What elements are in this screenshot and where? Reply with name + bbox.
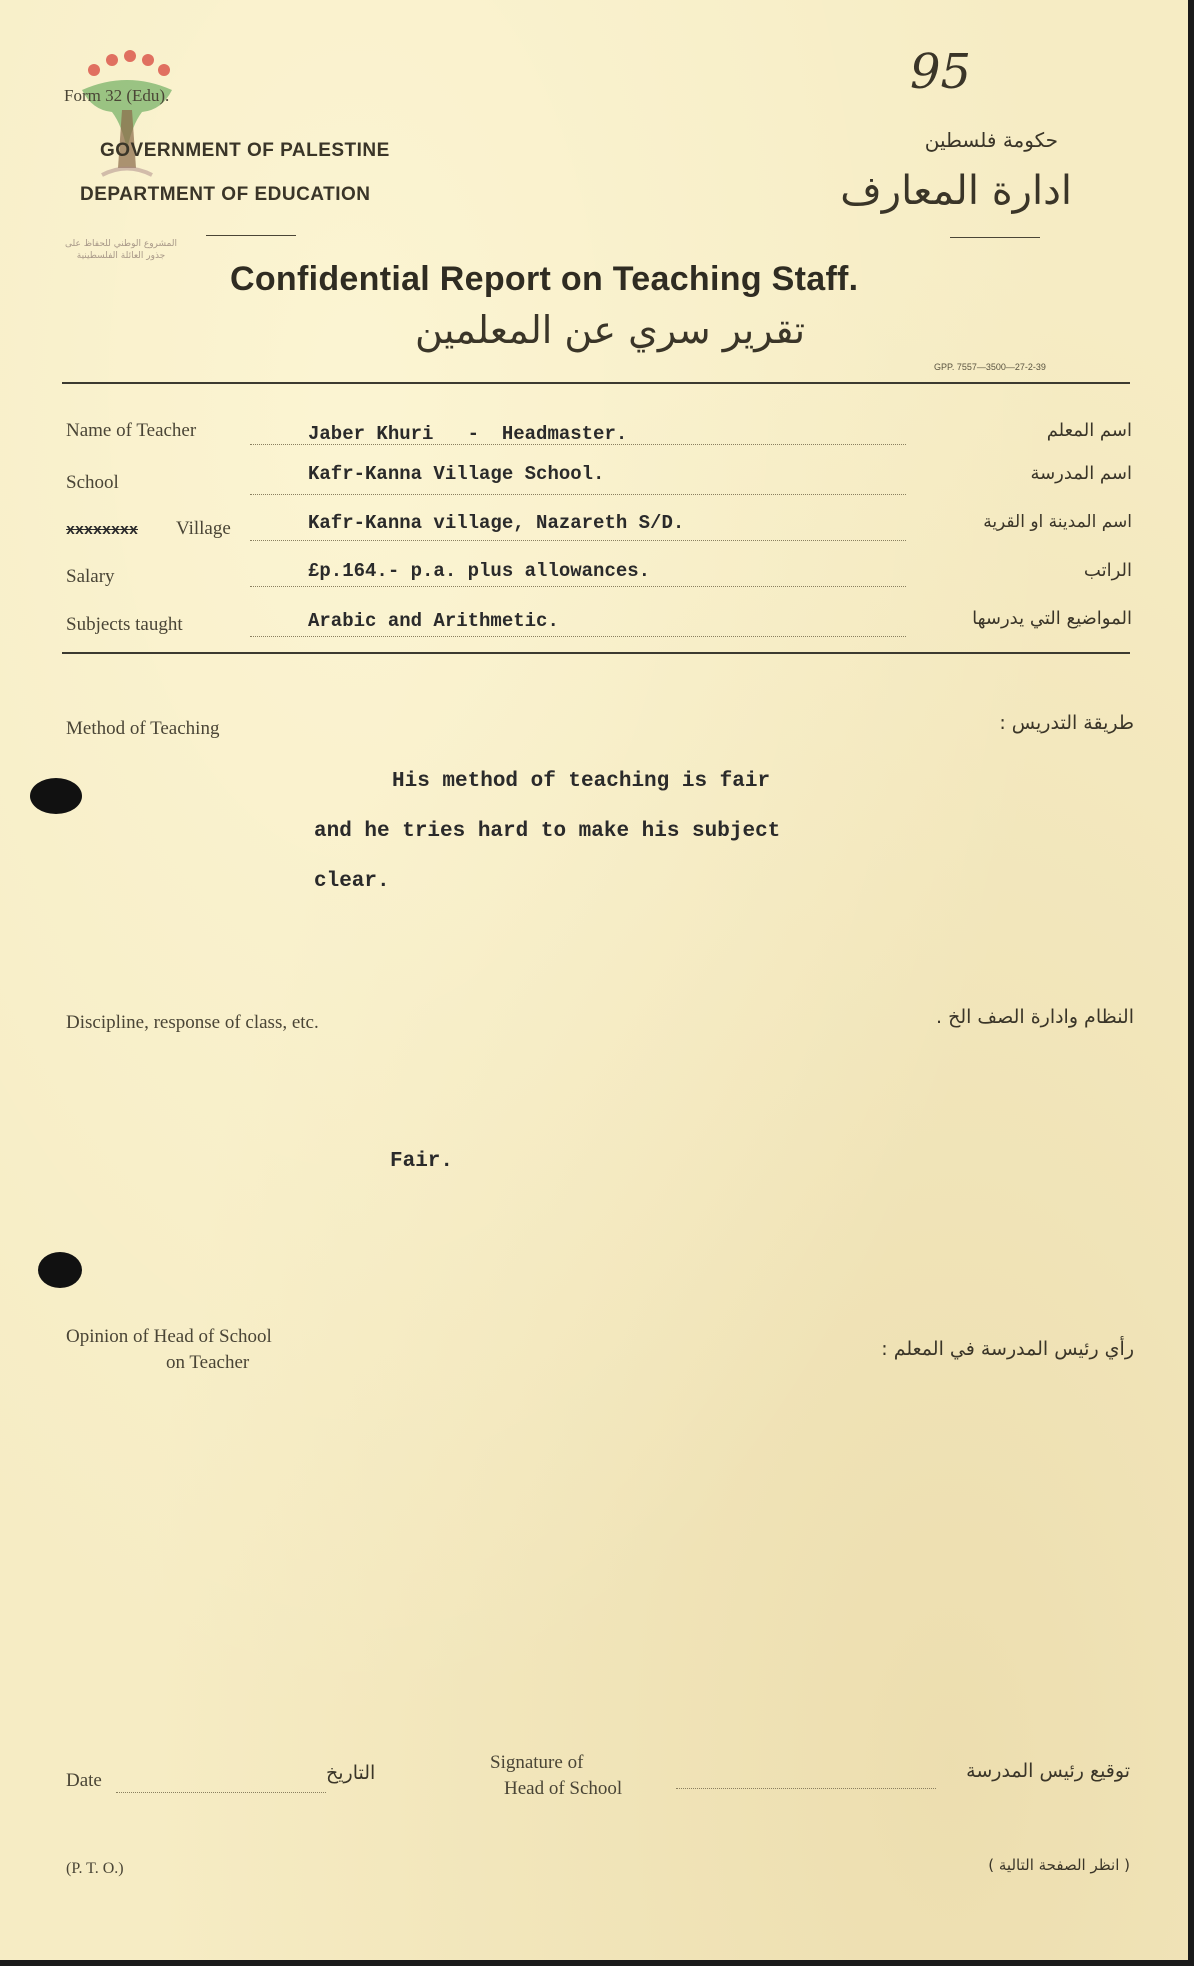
field-underline: [250, 586, 906, 587]
signature-label-ar: توقيع رئيس المدرسة: [966, 1760, 1130, 1782]
discipline-text: Fair.: [390, 1150, 454, 1173]
field-underline: [250, 494, 906, 495]
report-title: Confidential Report on Teaching Staff.: [230, 260, 859, 298]
government-heading: GOVERNMENT OF PALESTINE: [100, 140, 390, 161]
field-underline: [250, 540, 906, 541]
field-label-struck: xxxxxxxx: [66, 522, 139, 539]
printer-code: GPP. 7557—3500—27-2-39: [934, 362, 1046, 372]
field-label-ar: المواضيع التي يدرسها: [972, 608, 1132, 629]
method-line-2: and he tries hard to make his subject: [314, 820, 781, 843]
method-line-1: His method of teaching is fair: [392, 770, 771, 793]
field-underline: [250, 636, 906, 637]
header-rule-left: [206, 235, 296, 236]
page-number: 95: [910, 44, 972, 100]
field-label: Name of Teacher: [66, 420, 197, 441]
section-label-ar: النظام وادارة الصف الخ .: [935, 1006, 1134, 1028]
date-underline: [116, 1792, 326, 1793]
section-label-ar: رأي رئيس المدرسة في المعلم :: [881, 1338, 1134, 1360]
field-label-ar: الراتب: [1083, 560, 1132, 581]
rule-top: [62, 382, 1130, 384]
pto-label-ar: ( انظر الصفحة التالية ): [988, 1856, 1130, 1874]
department-heading-ar: ادارة المعارف: [840, 168, 1072, 214]
field-label: Salary: [66, 566, 115, 587]
field-label-ar: اسم المعلم: [1046, 420, 1132, 441]
rule-fields-bottom: [62, 652, 1130, 654]
field-value: £p.164.- p.a. plus allowances.: [308, 560, 651, 582]
signature-label-line-2: Head of School: [504, 1778, 623, 1799]
section-label-ar: طريقة التدريس :: [999, 712, 1134, 734]
form-number: Form 32 (Edu).: [64, 86, 170, 105]
field-label: School: [66, 472, 119, 493]
date-label-ar: التاريخ: [326, 1762, 376, 1784]
field-label: Subjects taught: [66, 614, 183, 635]
watermark-tree-logo: [72, 50, 182, 200]
field-label-ar: اسم المدينة او القرية: [983, 512, 1132, 532]
signature-underline: [676, 1788, 936, 1789]
punch-hole-bottom: [38, 1252, 82, 1288]
field-label: Village: [176, 518, 231, 539]
field-value: Kafr-Kanna Village School.: [308, 463, 605, 485]
punch-hole-top: [30, 778, 82, 814]
field-value: Arabic and Arithmetic.: [308, 610, 559, 632]
method-line-3: clear.: [314, 870, 390, 893]
signature-label-line-1: Signature of: [490, 1752, 584, 1773]
pto-label: (P. T. O.): [66, 1860, 124, 1877]
watermark-caption: المشروع الوطني للحفاظ على جذور العائلة الفلسطينية: [64, 239, 177, 261]
section-label-line-1: Opinion of Head of School: [66, 1326, 272, 1347]
field-value: Jaber Khuri - Headmaster.: [308, 423, 628, 445]
section-label: Method of Teaching: [66, 718, 220, 739]
report-title-ar: تقرير سري عن المعلمين: [414, 308, 806, 352]
field-label-ar: اسم المدرسة: [1030, 463, 1132, 484]
field-value: Kafr-Kanna village, Nazareth S/D.: [308, 512, 685, 534]
header-rule-right: [950, 237, 1040, 238]
section-label: Discipline, response of class, etc.: [66, 1012, 319, 1033]
government-heading-ar: حكومة فلسطين: [924, 128, 1058, 152]
department-heading: DEPARTMENT OF EDUCATION: [80, 184, 371, 205]
section-label-line-2: on Teacher: [166, 1352, 250, 1373]
date-label: Date: [66, 1770, 102, 1791]
